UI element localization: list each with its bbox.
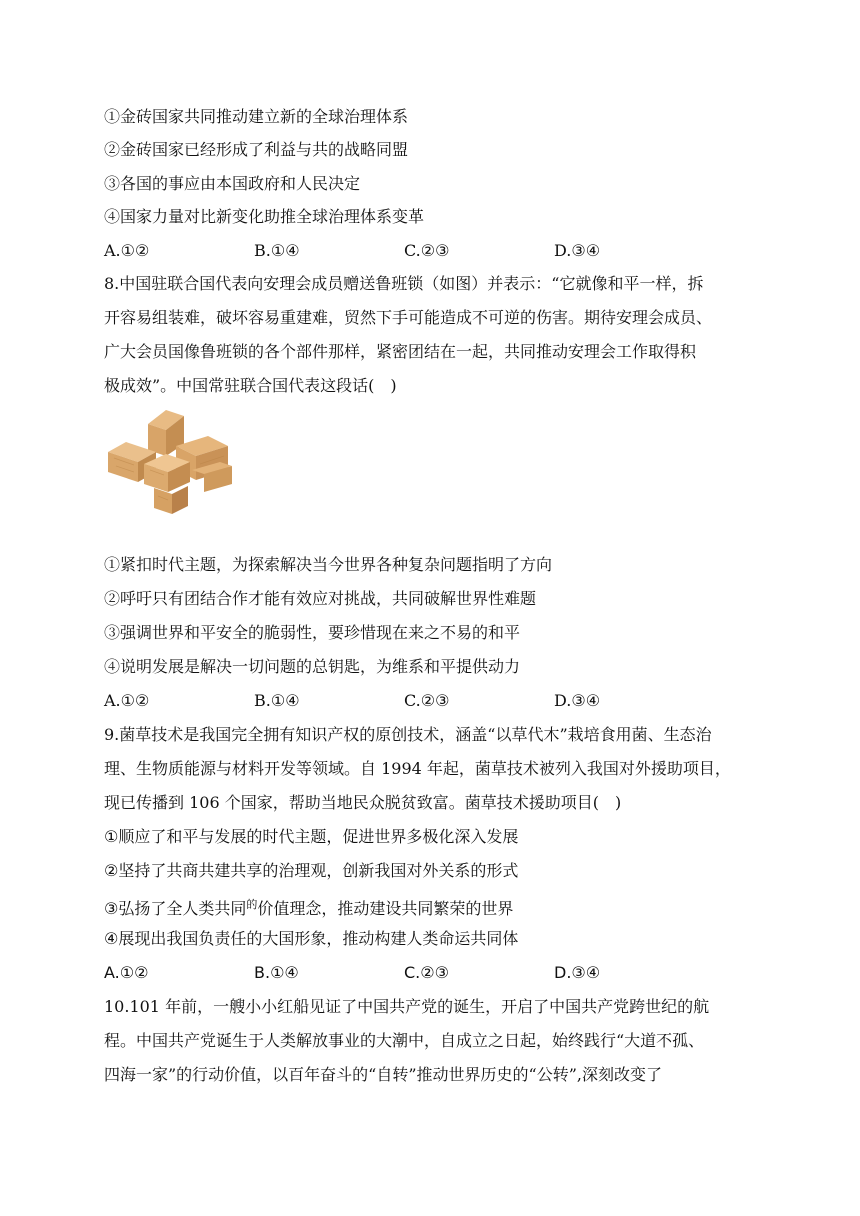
q7-answer-row [104, 240, 764, 262]
q8-stem-line-2: 开容易组装难，破坏容易重建难，贸然下手可能造成不可逆的伤害。期待安理会成员、 [104, 308, 713, 327]
q9-option-3 [104, 894, 513, 916]
luban-lock-image [104, 408, 236, 516]
q9-answer-a: A.①② [104, 963, 149, 982]
puzzle-piece-bottom-post-front [154, 488, 172, 514]
q8-answer-d: D.③④ [554, 691, 601, 710]
q7-option-2: ②金砖国家已经形成了利益与共的战略同盟 [104, 140, 409, 159]
q9-option-2: ②坚持了共商共建共享的治理观，创新我国对外关系的形式 [104, 861, 519, 880]
q8-stem-line-4: 极成效”。中国常驻联合国代表这段话( ) [104, 376, 397, 395]
q7-answer-c: C.②③ [404, 241, 450, 260]
q9-option-3-sup: 的 [246, 898, 258, 911]
q7-answer-a: A.①② [104, 241, 150, 260]
q9-stem-line-1: 9.菌草技术是我国完全拥有知识产权的原创技术，涵盖“以草代木”栽培食用菌、生态治 [104, 725, 712, 744]
q8-answer-b: B.①④ [254, 691, 300, 710]
q10-stem-line-2: 程。中国共产党诞生于人类解放事业的大潮中，自成立之日起，始终践行“大道不孤、 [104, 1031, 705, 1050]
q8-answer-row [104, 690, 764, 712]
q9-answer-c: C.②③ [404, 963, 449, 982]
q9-option-3-part-b: 价值理念，推动建设共同繁荣的世界 [257, 899, 514, 918]
q9-answer-row [104, 962, 764, 984]
q8-answer-a: A.①② [104, 691, 150, 710]
q9-option-4: ④展现出我国负责任的大国形象，推动构建人类命运共同体 [104, 929, 519, 948]
q9-stem-line-3: 现已传播到 106 个国家，帮助当地民众脱贫致富。菌草技术援助项目( ) [104, 793, 622, 812]
q9-option-1: ①顺应了和平与发展的时代主题，促进世界多极化深入发展 [104, 827, 519, 846]
q7-answer-b: B.①④ [254, 241, 300, 260]
q9-stem-line-2: 理、生物质能源与材料开发等领域。自 1994 年起，菌草技术被列入我国对外援助项目， [104, 759, 731, 778]
q7-option-1: ①金砖国家共同推动建立新的全球治理体系 [104, 107, 409, 126]
q9-option-3-part-a: ③弘扬了全人类共同 [104, 899, 247, 918]
q8-option-3: ③强调世界和平安全的脆弱性，要珍惜现在来之不易的和平 [104, 623, 521, 642]
puzzle-piece-bottom-post-side [172, 486, 188, 514]
q8-option-2: ②呼吁只有团结合作才能有效应对挑战，共同破解世界性难题 [104, 589, 537, 608]
q9-answer-d: D.③④ [554, 963, 601, 982]
q7-answer-d: D.③④ [554, 241, 601, 260]
q8-answer-c: C.②③ [404, 691, 450, 710]
q8-option-1: ①紧扣时代主题，为探索解决当今世界各种复杂问题指明了方向 [104, 555, 553, 574]
q8-stem-line-3: 广大会员国像鲁班锁的各个部件那样，紧密团结在一起，共同推动安理会工作取得积 [104, 342, 697, 361]
q8-stem-line-1: 8.中国驻联合国代表向安理会成员赠送鲁班锁（如图）并表示：“它就像和平一样，拆 [104, 274, 704, 293]
q7-option-3: ③各国的事应由本国政府和人民决定 [104, 174, 361, 193]
q7-option-4: ④国家力量对比新变化助推全球治理体系变革 [104, 207, 425, 226]
q10-stem-line-3: 四海一家”的行动价值，以百年奋斗的“自转”推动世界历史的“公转”,深刻改变了 [104, 1065, 662, 1084]
q9-answer-b: B.①④ [254, 963, 299, 982]
q10-stem-line-1: 10.101 年前，一艘小小红船见证了中国共产党的诞生，开启了中国共产党跨世纪的航 [104, 997, 710, 1016]
q8-option-4: ④说明发展是解决一切问题的总钥匙，为维系和平提供动力 [104, 657, 521, 676]
